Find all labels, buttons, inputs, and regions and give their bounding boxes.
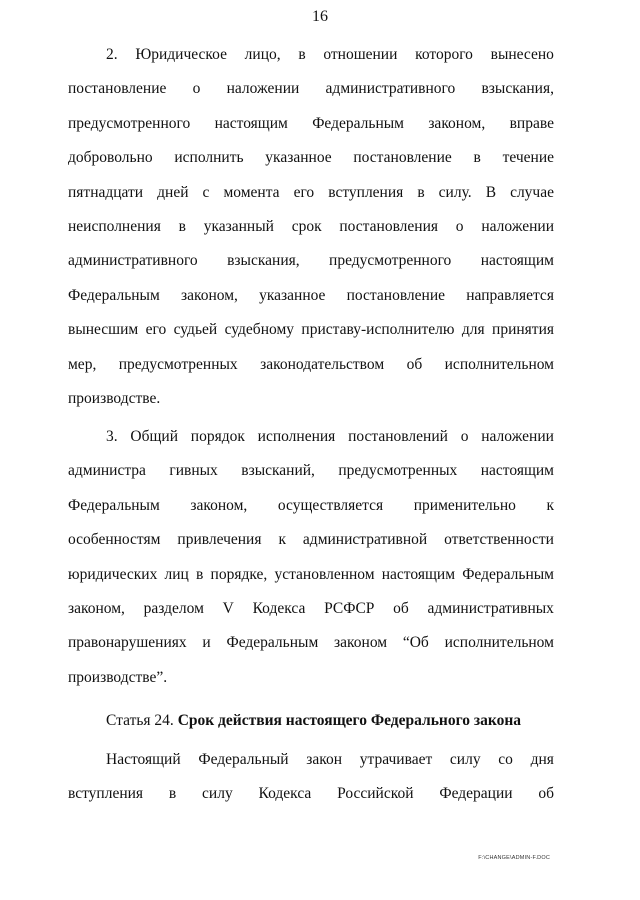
word: об	[538, 785, 554, 803]
word: Настоящий	[106, 751, 181, 768]
word: Кодекса	[258, 785, 312, 803]
text-line	[68, 495, 554, 517]
page-number: 16	[312, 8, 328, 25]
word: В	[485, 183, 497, 201]
word: закон	[306, 751, 343, 768]
word: его	[145, 321, 167, 339]
word: в	[178, 218, 186, 235]
word: административного	[68, 252, 198, 270]
word: законом,	[68, 600, 125, 617]
word: к	[546, 496, 554, 514]
word: V	[222, 600, 234, 617]
word: добровольно	[68, 149, 153, 167]
word: исполнительном	[444, 355, 554, 373]
text-line	[68, 216, 554, 238]
word: предусмотренных	[118, 355, 238, 373]
word: дня	[530, 751, 554, 768]
word: случае	[510, 183, 554, 201]
word: в	[298, 46, 306, 63]
word: 2.	[106, 46, 118, 63]
word: наложении	[226, 80, 300, 98]
word: Федеральным	[462, 565, 554, 583]
word: установленном	[274, 565, 375, 583]
word: гивных	[169, 462, 218, 480]
paragraph-2	[68, 426, 554, 686]
word: направляется	[466, 286, 554, 304]
word: силу	[449, 751, 481, 768]
word: судьей	[173, 321, 218, 339]
text-line	[68, 78, 554, 100]
text-line	[68, 388, 554, 410]
text-line	[106, 44, 554, 66]
text-line	[68, 285, 554, 307]
word: порядке,	[210, 565, 268, 583]
word: настоящим	[381, 565, 455, 583]
word: постановление	[346, 286, 446, 304]
text-line	[68, 319, 554, 341]
word: наложении	[481, 428, 554, 445]
word: Юридическое	[135, 46, 227, 63]
word: законом,	[180, 286, 238, 304]
word: лицо,	[244, 46, 281, 63]
word: его	[293, 183, 315, 201]
word: особенностям	[68, 531, 161, 549]
word: производстве”.	[68, 668, 168, 686]
word: “Об	[402, 634, 429, 652]
word: Кодекса	[252, 600, 306, 617]
word: административного	[325, 80, 456, 98]
text-line	[68, 667, 554, 689]
word: наложении	[481, 218, 554, 235]
word: Федеральным	[68, 286, 160, 304]
word: в	[168, 785, 177, 803]
word: юридических	[68, 565, 158, 583]
word: Федеральным	[226, 634, 319, 652]
word: лиц	[164, 565, 189, 583]
word: настоящим	[480, 462, 554, 480]
word: о	[460, 428, 469, 445]
word: о	[455, 218, 464, 235]
word: исполнить	[174, 149, 244, 167]
word: постановление	[353, 149, 452, 167]
word: вправе	[509, 114, 554, 132]
text-line	[68, 632, 554, 654]
text-line	[68, 182, 554, 204]
word: и	[202, 634, 211, 652]
word: срок	[291, 218, 322, 235]
word: утрачивает	[359, 751, 433, 768]
article-heading	[106, 710, 521, 732]
word: в	[473, 149, 481, 167]
text-line	[68, 460, 554, 482]
word: предусмотренного	[329, 252, 452, 270]
word: о	[192, 80, 201, 98]
text-line	[68, 113, 554, 135]
word: предусмотренного	[68, 114, 191, 132]
word: администра	[68, 462, 146, 480]
word: которого	[415, 46, 473, 63]
word: силу.	[438, 183, 472, 201]
word: пятнадцати	[68, 183, 144, 201]
word: законодательством	[260, 355, 385, 373]
word: в	[196, 565, 204, 583]
word: Федеральный	[198, 751, 289, 768]
word: осуществляется	[277, 496, 384, 514]
word: взысканий,	[241, 462, 315, 480]
word: РСФСР	[324, 600, 375, 617]
word: порядок	[190, 428, 245, 445]
word: об	[393, 600, 409, 617]
word: указанное	[265, 149, 332, 167]
word: исполнения	[257, 428, 336, 445]
word: законом,	[428, 114, 486, 132]
word: Общий	[130, 428, 179, 445]
word: момента	[223, 183, 280, 201]
paragraph-3	[68, 749, 554, 809]
word: указанное	[259, 286, 326, 304]
word: 3.	[106, 428, 118, 445]
word: течение	[502, 149, 554, 167]
word: предусмотренных	[338, 462, 458, 480]
word: взыскания,	[227, 252, 300, 270]
word: вступления	[68, 785, 144, 803]
word: правонарушениях	[68, 634, 187, 652]
text-line	[68, 250, 554, 272]
word: постановлений	[348, 428, 448, 445]
word: настоящим	[214, 114, 288, 132]
word: производстве.	[68, 390, 161, 407]
word: с	[202, 183, 210, 201]
word: для	[461, 321, 485, 339]
word: разделом	[143, 600, 204, 617]
word: привлечения	[177, 531, 262, 549]
text-line	[68, 564, 554, 586]
word: отношении	[323, 46, 398, 63]
word: настоящим	[480, 252, 554, 270]
word: взыскания,	[481, 80, 554, 98]
word: неисполнения	[68, 218, 161, 235]
paragraph-1	[68, 44, 554, 407]
word: Федеральным	[312, 114, 404, 132]
text-line	[68, 598, 554, 620]
word: законом,	[190, 496, 248, 514]
word: Федеральным	[68, 496, 160, 514]
text-line	[106, 749, 554, 771]
word: исполнительном	[444, 634, 554, 652]
text-line	[68, 354, 554, 376]
word: вынесшим	[68, 321, 139, 339]
word: указанный	[203, 218, 274, 235]
word: об	[406, 355, 423, 373]
article-title: Срок действия настоящего Федерального закона	[177, 712, 522, 729]
word: силу	[202, 785, 233, 803]
word: Российской	[337, 785, 414, 803]
word: вынесено	[490, 46, 554, 63]
text-line	[68, 147, 554, 169]
word: законом	[334, 634, 388, 652]
word: мер,	[68, 355, 97, 373]
file-path-footer: F:\CHANGE\ADMIN-F.DOC	[478, 855, 550, 861]
word: Федерации	[439, 785, 513, 803]
word: дней	[157, 183, 189, 201]
word: приставу-исполнителю	[301, 321, 455, 339]
article-number: Статья 24.	[106, 712, 174, 729]
word: судебному	[224, 321, 295, 339]
word: со	[498, 751, 513, 768]
text-line	[68, 529, 554, 551]
text-line	[68, 783, 554, 805]
word: постановления	[339, 218, 439, 235]
word: ответственности	[444, 531, 554, 549]
word: применительно	[413, 496, 516, 514]
word: постановление	[68, 80, 167, 98]
word: вступления	[328, 183, 404, 201]
word: административной	[302, 531, 428, 549]
word: административных	[427, 600, 554, 617]
word: в	[417, 183, 425, 201]
word: к	[278, 531, 286, 549]
text-line	[106, 426, 554, 448]
word: принятия	[492, 321, 554, 339]
